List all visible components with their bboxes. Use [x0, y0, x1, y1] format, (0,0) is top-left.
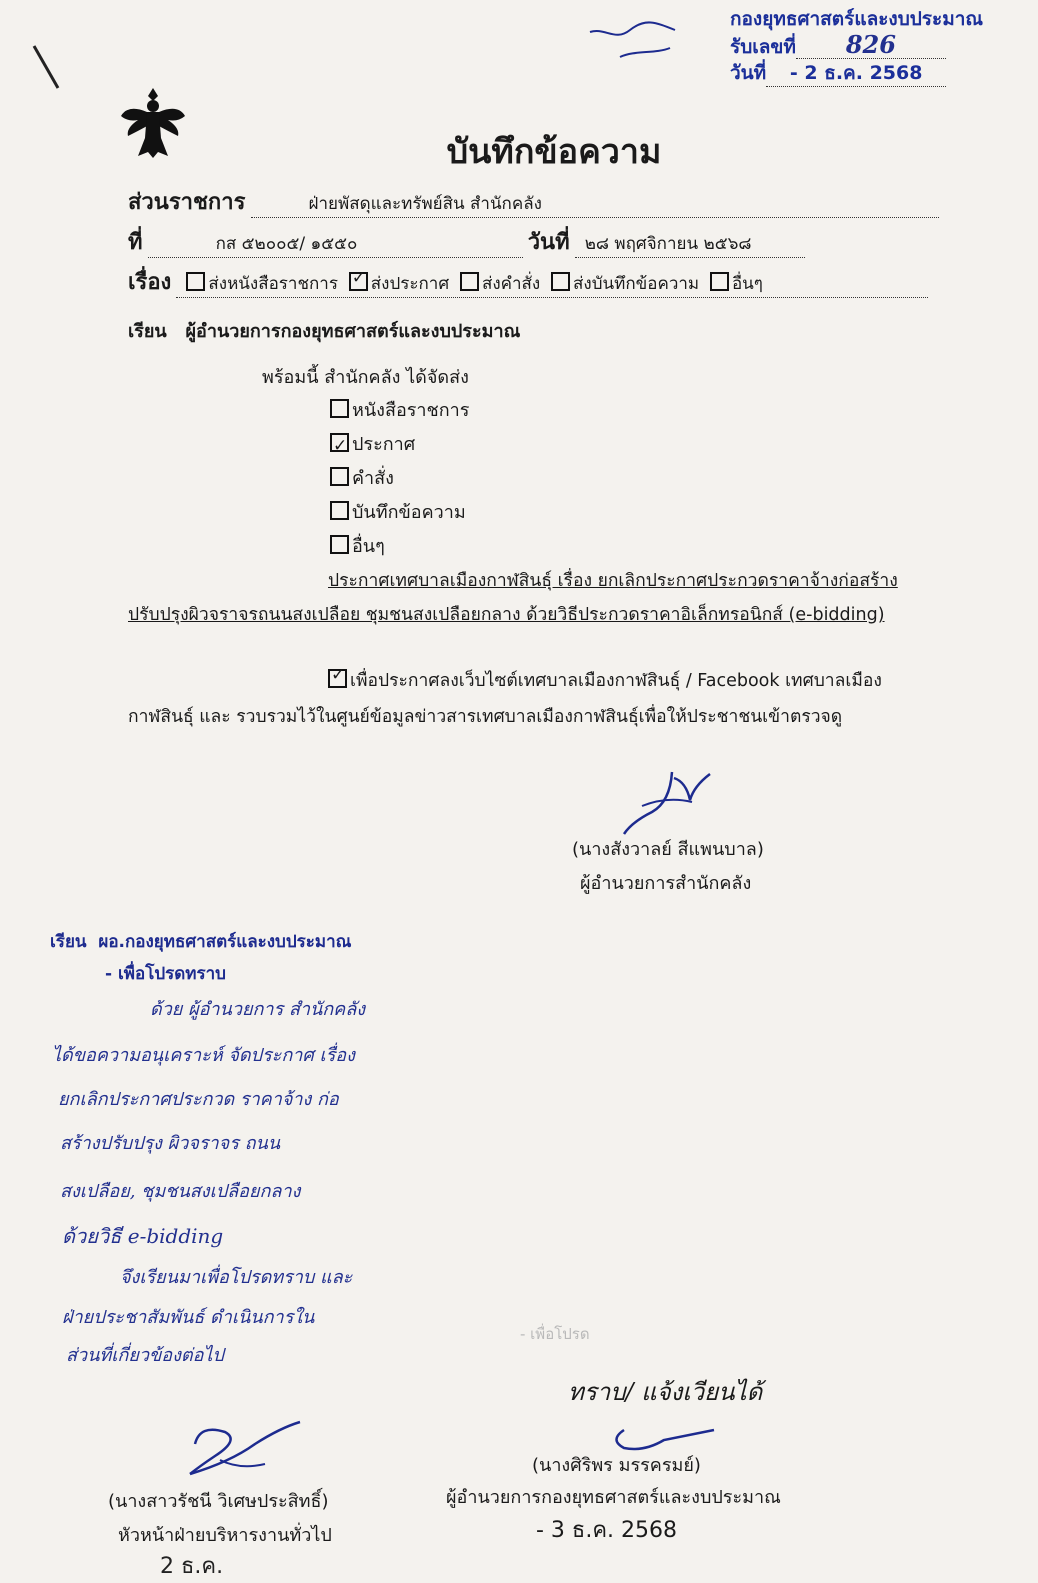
enclosure-item[interactable]: บันทึกข้อความ — [330, 496, 469, 530]
director-signer-name: (นางศิริพร มรรครมย์) — [532, 1455, 701, 1476]
date-label: วันที่ — [527, 230, 570, 255]
note-line-3: ยกเลิกประกาศประกวด ราคาจ้าง ก่อ — [58, 1089, 339, 1110]
note-line-7: จึงเรียนมาเพื่อโปรดทราบ และ — [120, 1267, 353, 1288]
director-date: - 3 ธ.ค. 2568 — [536, 1518, 678, 1543]
subject-checkbox[interactable] — [186, 272, 205, 291]
subject-checkbox[interactable] — [349, 272, 368, 291]
note-line-5: สงเปลือย, ชุมชนสงเปลือยกลาง — [60, 1181, 301, 1202]
enclosure-checkbox[interactable] — [330, 467, 349, 486]
enclosure-checkbox[interactable] — [330, 535, 349, 554]
pen-stroke-mark — [28, 40, 68, 100]
purpose-checkbox[interactable] — [328, 669, 347, 688]
agency-label: ส่วนราชการ — [128, 190, 246, 215]
subject-options — [176, 270, 928, 298]
subject-option-other[interactable]: อื่นๆ — [710, 274, 763, 294]
admin-signer-name: (นางสาวรัชนี วิเศษประสิทธิ์) — [108, 1491, 329, 1512]
note-line-8: ฝ่ายประชาสัมพันธ์ ดำเนินการใน — [62, 1307, 315, 1328]
subject-row — [128, 264, 928, 299]
enclosure-item[interactable]: หนังสือราชการ — [330, 394, 469, 428]
ref-value: กส ๕๒๐๐๕/ ๑๕๕๐ — [148, 230, 523, 258]
director-comment: ทราบ/ แจ้งเวียนได้ — [568, 1378, 763, 1406]
initials-signature-top — [585, 12, 685, 67]
agency-value: ฝ่ายพัสดุและทรัพย์สิน สำนักคลัง — [251, 190, 939, 218]
reference-row — [128, 224, 805, 259]
enclosure-item[interactable]: คำสั่ง — [330, 462, 469, 496]
subject-checkbox[interactable] — [710, 272, 729, 291]
ref-label: ที่ — [128, 230, 143, 255]
enclosure-checkbox[interactable] — [330, 399, 349, 418]
stamp-date-value: - 2 ธ.ค. 2568 — [766, 60, 946, 87]
stamp-dept: กองยุทธศาสตร์และงบประมาณ — [730, 8, 984, 30]
announcement-line-1: ประกาศเทศบาลเมืองกาฬสินธุ์ เรื่อง ยกเลิกประกาศประกวดราคาจ้างก่อสร้าง — [328, 571, 898, 591]
finance-signer-title: ผู้อำนวยการสำนักคลัง — [580, 873, 752, 894]
subject-option-announcement[interactable]: ✓ ส่งประกาศ — [349, 274, 449, 294]
announcement-line-2: ปรับปรุงผิวจราจรถนนสงเปลือย ชุมชนสงเปลือยกลาง ด้วยวิธีประกวดราคาอิเล็กทรอนิกส์ (e-bidding) — [128, 605, 885, 625]
admin-note-date: 2 ธ.ค. — [160, 1554, 224, 1579]
note-subtitle: - เพื่อโปรดทราบ — [105, 964, 226, 984]
date-value: ๒๘ พฤศจิกายน ๒๕๖๘ — [575, 230, 805, 258]
note-line-6: ด้วยวิธี e-bidding — [62, 1224, 224, 1248]
purpose-line-1: ✓เพื่อประกาศลงเว็บไซต์เทศบาลเมืองกาฬสินธุ์ / Facebook เทศบาลเมือง — [328, 666, 882, 694]
enclosure-item[interactable]: อื่นๆ — [330, 530, 469, 564]
purpose-line-2: กาฬสินธุ์ และ รวบรวมไว้ในศูนย์ข้อมูลข่าวสารเทศบาลเมืองกาฬสินธุ์เพื่อให้ประชาชนเข้าตรวจดู — [128, 707, 843, 727]
agency-row — [128, 184, 939, 219]
note-to-value: ผอ.กองยุทธศาสตร์และงบประมาณ — [98, 932, 352, 952]
note-recipient — [50, 928, 351, 955]
page-title: บันทึกข้อความ — [446, 132, 662, 172]
finance-signer-name: (นางสังวาลย์ สีแพนบาล) — [572, 839, 764, 860]
subject-checkbox[interactable] — [460, 272, 479, 291]
recipient-label: เรียน — [128, 321, 167, 342]
enclosure-checkbox[interactable] — [330, 433, 349, 452]
subject-label: เรื่อง — [128, 270, 172, 295]
admin-signer-title: หัวหน้าฝ่ายบริหารงานทั่วไป — [118, 1525, 332, 1546]
subject-checkbox[interactable] — [551, 272, 570, 291]
enclosure-item[interactable]: ✓ประกาศ — [330, 428, 469, 462]
stamp-receive-no: 826 — [796, 32, 946, 59]
recipient-row — [128, 316, 520, 345]
note-line-1: ด้วย ผู้อำนวยการ สำนักคลัง — [150, 999, 366, 1020]
recipient-value: ผู้อำนวยการกองยุทธศาสตร์และงบประมาณ — [185, 321, 521, 342]
finance-director-signature — [612, 762, 722, 842]
note-to-label: เรียน — [50, 932, 87, 952]
subject-option-memo[interactable]: ส่งบันทึกข้อความ — [551, 274, 699, 294]
receive-stamp — [730, 6, 983, 87]
intro-text: พร้อมนี้ สำนักคลัง ได้จัดส่ง — [262, 367, 469, 388]
enclosure-checkbox[interactable] — [330, 501, 349, 520]
note-line-4: สร้างปรับปรุง ผิวจราจร ถนน — [60, 1133, 281, 1154]
subject-option-letter[interactable]: ส่งหนังสือราชการ — [186, 274, 338, 294]
director-faded-text: - เพื่อโปรด — [520, 1325, 590, 1343]
stamp-date-label: วันที่ — [730, 62, 767, 84]
enclosure-list — [330, 394, 469, 564]
subject-option-order[interactable]: ส่งคำสั่ง — [460, 274, 540, 294]
stamp-receive-label: รับเลขที่ — [730, 36, 796, 58]
director-signer-title: ผู้อำนวยการกองยุทธศาสตร์และงบประมาณ — [446, 1487, 781, 1508]
admin-head-signature — [170, 1414, 310, 1489]
note-line-9: ส่วนที่เกี่ยวข้องต่อไป — [66, 1345, 224, 1366]
note-line-2: ได้ขอความอนุเคราะห์ จัดประกาศ เรื่อง — [52, 1045, 355, 1066]
